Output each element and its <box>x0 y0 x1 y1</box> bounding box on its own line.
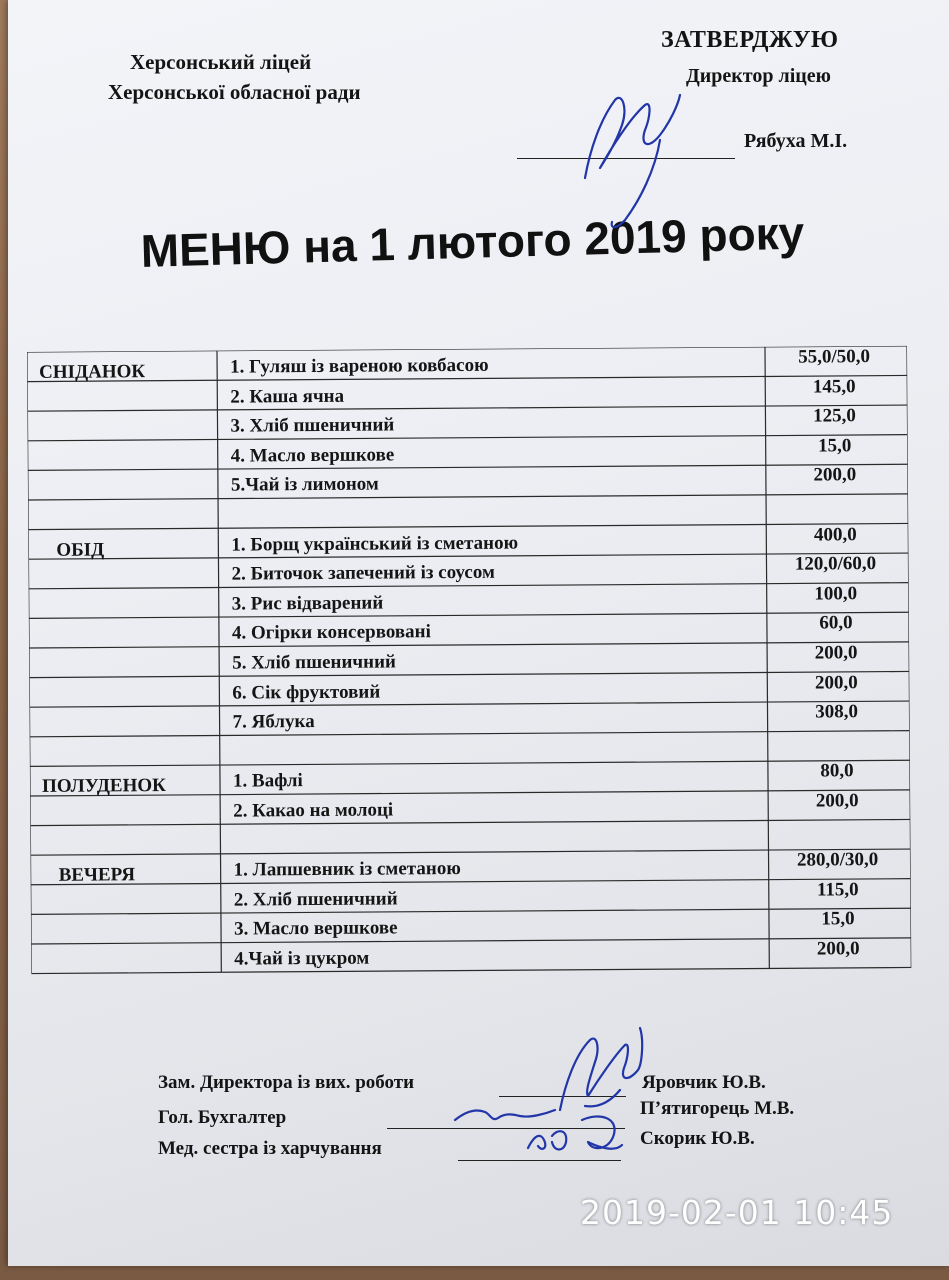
dish-quantity: 60,0 <box>819 612 853 634</box>
table-border-bottom <box>31 967 911 973</box>
meal-label: СНІДАНОК <box>39 361 146 383</box>
table-column-divider <box>217 351 221 973</box>
dish-quantity: 15,0 <box>817 435 852 457</box>
dish-quantity: 308,0 <box>815 701 858 723</box>
dish-quantity: 55,0/50,0 <box>798 346 871 368</box>
meal-label: ПОЛУДЕНОК <box>41 775 166 798</box>
dish-quantity: 100,0 <box>814 583 858 605</box>
dish-quantity: 125,0 <box>813 405 856 427</box>
dish-quantity: 145,0 <box>812 375 856 398</box>
dish-quantity: 400,0 <box>813 523 857 546</box>
dish-quantity: 200,0 <box>815 790 859 812</box>
table-row-divider <box>30 731 910 737</box>
meal-label: ВЕЧЕРЯ <box>58 864 136 886</box>
table-row-divider <box>30 819 910 825</box>
signature-role-accountant: Гол. Бухгалтер <box>158 1107 287 1128</box>
dish-quantity: 15,0 <box>821 908 855 930</box>
dish-name: 3. Масло вершкове <box>233 917 398 940</box>
dish-quantity: 200,0 <box>814 671 858 694</box>
dish-quantity: 80,0 <box>820 760 854 782</box>
approval-signature-line <box>517 158 735 159</box>
photo-timestamp: 2019-02-01 10:45 <box>580 1193 894 1232</box>
dish-name: 2. Биточок запечений із соусом <box>231 561 495 585</box>
organization-parent: Херсонської обласної ради <box>108 80 361 104</box>
dish-quantity: 200,0 <box>813 464 857 486</box>
dish-name: 7. Яблука <box>232 711 315 733</box>
dish-quantity: 200,0 <box>814 642 858 664</box>
dish-name: 4. Огірки консервовані <box>231 621 431 644</box>
signature-line-deputy <box>499 1096 626 1097</box>
menu-table <box>27 346 911 992</box>
organization-name: Херсонський ліцей <box>130 50 312 74</box>
dish-name: 4.Чай із цукром <box>234 947 370 970</box>
dish-name: 5.Чай із лимоном <box>230 473 379 496</box>
signature-line-nurse <box>458 1160 621 1161</box>
dish-name: 1. Гуляш із вареною ковбасою <box>230 354 489 378</box>
dish-name: 2. Каша ячна <box>230 385 345 408</box>
page-title: МЕНЮ на 1 лютого 2019 року <box>140 206 805 277</box>
dish-quantity: 200,0 <box>816 938 860 960</box>
signature-role-nurse: Мед. сестра із харчування <box>158 1138 382 1159</box>
dish-name: 1. Лапшевник із сметаною <box>233 858 461 881</box>
signature-name-accountant: П’ятигорець М.В. <box>640 1098 795 1119</box>
dish-quantity: 115,0 <box>816 879 859 901</box>
dish-quantity: 120,0/60,0 <box>794 553 877 575</box>
dish-name: 6. Сік фруктовий <box>232 681 381 704</box>
signature-name-deputy: Яровчик Ю.В. <box>642 1072 766 1093</box>
signature-name-nurse: Скорик Ю.В. <box>640 1128 755 1149</box>
approval-name: Рябуха М.І. <box>744 130 848 152</box>
table-row-divider <box>28 494 908 500</box>
meal-label: ОБІД <box>56 539 105 561</box>
dish-name: 2. Какао на молоці <box>233 799 394 822</box>
dish-quantity: 280,0/30,0 <box>796 849 879 871</box>
dish-name: 3. Рис відварений <box>231 592 384 615</box>
dish-name: 4. Масло вершкове <box>230 444 395 467</box>
approval-role: Директор ліцею <box>686 65 831 87</box>
dish-name: 1. Борщ український із сметаною <box>231 532 519 556</box>
dish-name: 1. Вафлі <box>232 770 303 792</box>
approval-title: ЗАТВЕРДЖУЮ <box>661 27 839 53</box>
dish-name: 5. Хліб пшеничний <box>232 651 397 674</box>
dish-name: 2. Хліб пшеничний <box>233 888 398 911</box>
dish-name: 3. Хліб пшеничний <box>230 414 395 437</box>
signature-role-deputy: Зам. Директора із вих. роботи <box>158 1072 415 1093</box>
signature-line-accountant <box>387 1128 625 1129</box>
